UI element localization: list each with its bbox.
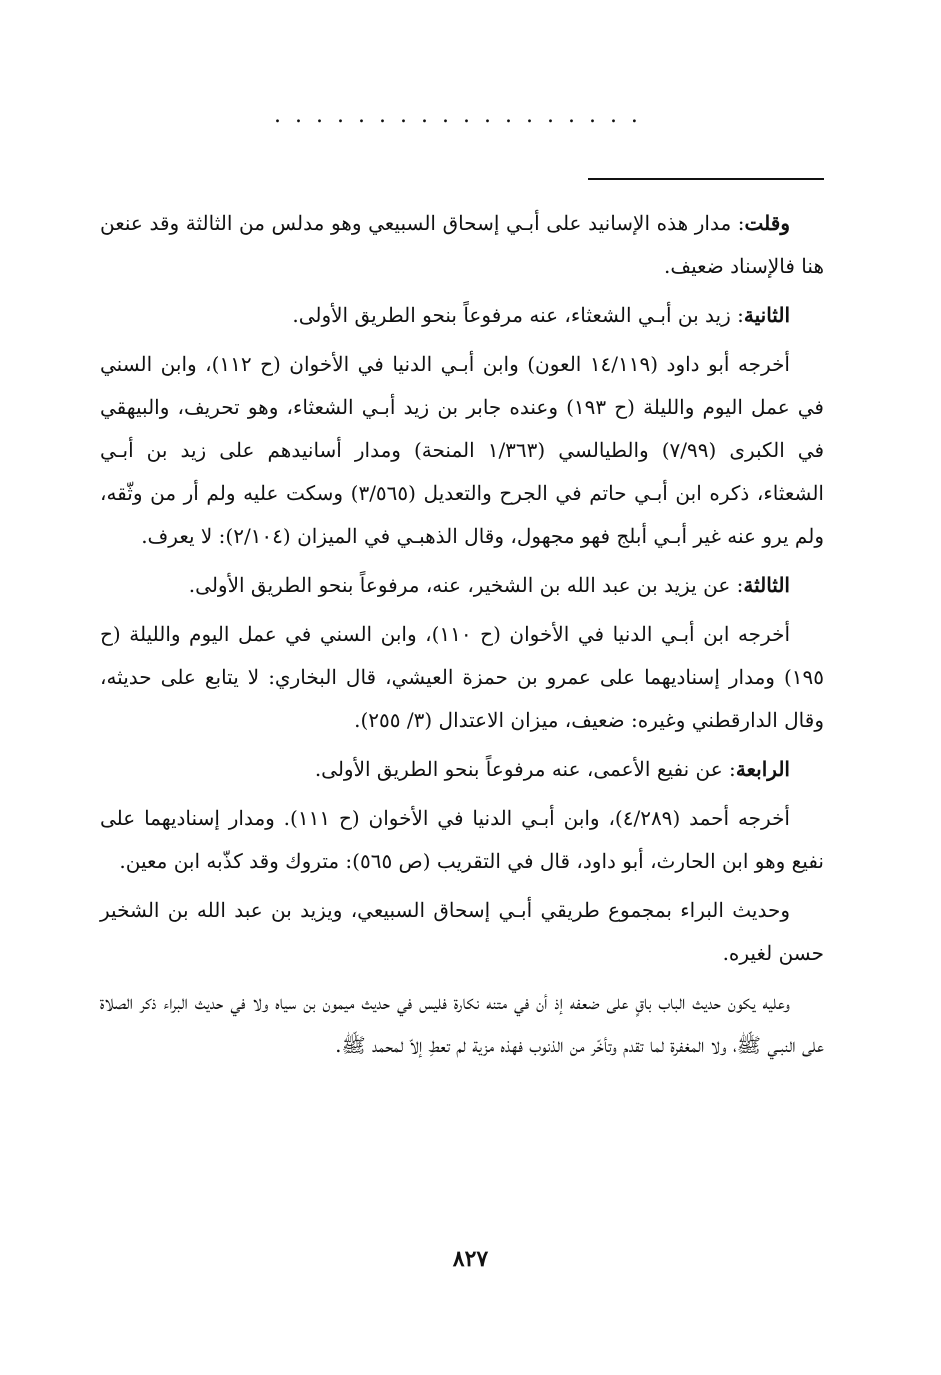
paragraph-text: : مدار هذه الإسانيد على أبـي إسحاق السبيعي وهو مدلس من الثالثة وقد عنعن هنا فالإسناد ضعيف. xyxy=(100,211,824,278)
paragraph-7 xyxy=(100,797,824,883)
paragraph-label: الرابعة xyxy=(735,757,790,781)
paragraph-5 xyxy=(100,613,824,742)
page-body xyxy=(100,202,824,1073)
paragraph-text: أخرجه أحمد (٤/٢٨٩)، وابن أبـي الدنيا في الأخوان (ح ١١١). ومدار إسناديهما على نفيع وهو ابن الحارث، أبو داود، قال في التقريب (ص ٥٦٥): متروك وقد كذّبه ابن معين. xyxy=(100,806,824,873)
paragraph-3 xyxy=(100,343,824,558)
paragraph-text: وحديث البراء بمجموع طريقي أبـي إسحاق السبيعي، ويزيد بن عبد الله بن الشخير حسن لغيره. xyxy=(100,898,824,965)
paragraph-2 xyxy=(100,294,824,337)
footnote-rule xyxy=(588,178,824,180)
paragraph-text: : عن نفيع الأعمى، عنه مرفوعاً بنحو الطريق الأولى. xyxy=(314,757,736,781)
paragraph-text: وعليه يكون حديث الباب باقٍ على ضعفه إذ أن في متنه نكارة فليس في حديث ميمون بن سياه ولا في حديث البراء ذكر الصلاة على النبـي ﷺ، ولا المغفرة لما تقدم وتأخّر من الذنوب فهذه مزية لم تعطِ إلاّ لمحمد ﷺ. xyxy=(100,990,824,1057)
paragraph-6 xyxy=(100,748,824,791)
paragraph-label: وقلت xyxy=(744,211,790,235)
top-dotted-separator: .................. xyxy=(274,104,652,128)
paragraph-4 xyxy=(100,564,824,607)
paragraph-text: : عن يزيد بن عبد الله بن الشخير، عنه، مرفوعاً بنحو الطريق الأولى. xyxy=(188,573,744,597)
paragraph-text: أخرجه ابن أبـي الدنيا في الأخوان (ح ١١٠)، وابن السني في عمل اليوم والليلة (ح ١٩٥) ومدار إسناديهما على عمرو بن حمزة العيشي، قال البخاري: لا يتابع على حديثه، وقال الدارقطني وغيره: ضعيف، ميزان الاعتدال (٣/ ٢٥٥). xyxy=(100,622,824,732)
paragraph-text: أخرجه أبو داود (١٤/١١٩ العون) وابن أبـي الدنيا في الأخوان (ح ١١٢)، وابن السني في عمل اليوم والليلة (ح ١٩٣) وعنده جابر بن زيد أبـي الشعثاء، وهو تحريف، والبيهقي في الكبرى (٧/٩٩) والطيالسي (١/٣٦٣ المنحة) ومدار أسانيدهم على زيد بن أبـي الشعثاء، ذكره ابن أبـي حاتم في الجرح والتعديل (٣/٥٦٥) وسكت عليه ولم أر من وثّقه، ولم يرو عنه غير أبـي أبلج فهو مجهول، وقال الذهبـي في الميزان (٢/١٠٤): لا يعرف. xyxy=(100,352,825,548)
paragraph-text: : زيد بن أبـي الشعثاء، عنه مرفوعاً بنحو الطريق الأولى. xyxy=(292,303,744,327)
paragraph-9 xyxy=(100,981,824,1067)
paragraph-1 xyxy=(100,202,824,288)
page-number: ٨٢٧ xyxy=(452,1246,489,1272)
paragraph-label: الثالثة xyxy=(743,573,790,597)
paragraph-8 xyxy=(100,889,824,975)
paragraph-label: الثانية xyxy=(743,303,790,327)
